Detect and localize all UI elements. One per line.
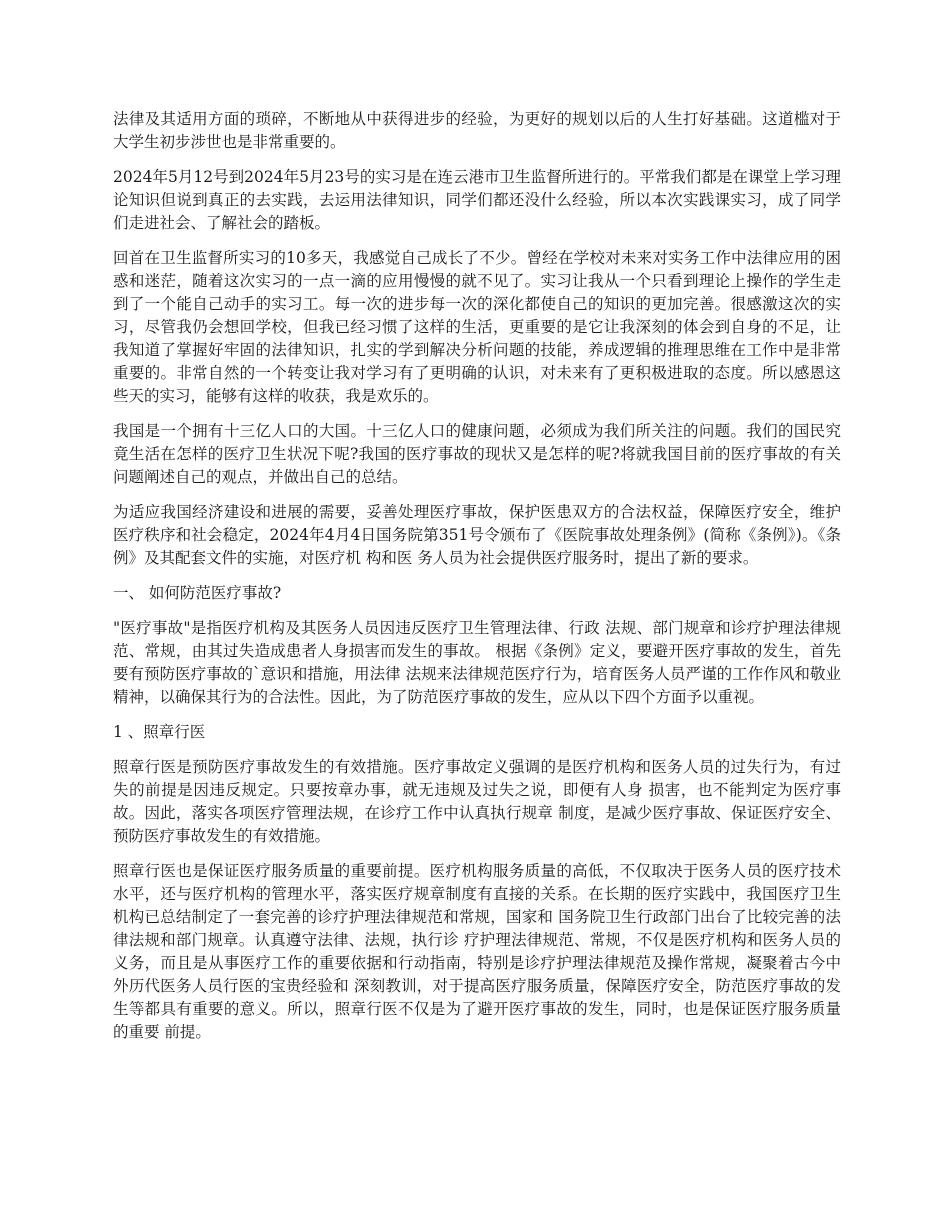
paragraph-reflection: 回首在卫生监督所实习的10多天，我感觉自己成长了不少。曾经在学校对未来对实务工作中法律应用的困惑和迷茫，随着这次实习的一点一滴的应用慢慢的就不见了。实习让我从一个只看到理论上操作的学生走到了一个能自己动手的实习工。每一次的进步每一次的深化都使自己的知识的更加完善。很感激这次的实习，尽管我仍会想回学校，但我已经习惯了这样的生活，更重要的是它让我深刻的体会到自身的不足，让我知道了掌握好牢固的法律知识，扎实的学到解决分析问题的技能，养成逻辑的推理思维在工作中是非常重要的。非常自然的一个转变让我对学习有了更明确的认识，对未来有了更积极进取的态度。所以感恩这些天的实习，能够有这样的收获，我是欢乐的。 [113,249,841,405]
document-page [113,108,841,1056]
paragraph-regulation: 为适应我国经济建设和进展的需要，妥善处理医疗事故，保护医患双方的合法权益，保障医疗安全，维护医疗秩序和社会稳定，2024年4月4日国务院第351号令颁布了《医院事故处理条例》(简称《条例》)。《条例》及其配套文件的实施，对医疗机 构和医 务人员为社会提供医疗服务时，提出了新的要求。 [113,503,841,567]
paragraph-population: 我国是一个拥有十三亿人口的大国。十三亿人口的健康问题，必须成为我们所关注的问题。我们的国民究竟生活在怎样的医疗卫生状况下呢?我国的医疗事故的现状又是怎样的呢?将就我国目前的医疗事故的有关问题阐述自己的观点，并做出自己的总结。 [113,422,841,486]
paragraph-rules-quality: 照章行医也是保证医疗服务质量的重要前提。医疗机构服务质量的高低，不仅取决于医务人员的医疗技术水平，还与医疗机构的管理水平，落实医疗规章制度有直接的关系。在长期的医疗实践中，我国医疗卫生机构已总结制定了一套完善的诊疗护理法律规范和常规，国家和 国务院卫生行政部门出台了比较完善的法律法规和部门规章。认真遵守法律、法规，执行诊 疗护理法律规范、常规，不仅是医疗机构和医务人员的义务，而且是从事医疗工作的重要依据和行动指南，特别是诊疗护理法律规范及操作常规，凝聚着古今中外历代医务人员行医的宝贵经验和 深刻教训，对于提高医疗服务质量，保障医疗安全，防范医疗事故的发生等都具有重要的意义。所以，照章行医不仅是为了避开医疗事故的发生，同时，也是保证医疗服务质量的重要 前提。 [113,862,841,1041]
paragraph-intro-continued: 法律及其适用方面的琐碎，不断地从中获得进步的经验，为更好的规划以后的人生打好基础。这道槛对于大学生初步涉世也是非常重要的。 [113,110,841,151]
paragraph-internship-dates: 2024年5月12号到2024年5月23号的实习是在连云港市卫生监督所进行的。平常我们都是在课堂上学习理论知识但说到真正的去实践，去运用法律知识，同学们都还没什么经验，所以本次实践课实习，成了同学们走进社会、了解社会的踏板。 [113,168,841,232]
paragraph-definition: "医疗事故"是指医疗机构及其医务人员因违反医疗卫生管理法律、行政 法规、部门规章和诊疗护理法律规范、常规，由其过失造成患者人身损害而发生的事故。 根据《条例》定义，要避开医疗事故的发生，首先要有预防医疗事故的`意识和措施，用法律 法规来法律规范医疗行为，培育医务人员严谨的工作作风和敬业精神，以确保其行为的合法性。因此，为了防范医疗事故的发生，应从以下四个方面予以重视。 [113,619,841,706]
paragraph-rules-measures: 照章行医是预防医疗事故发生的有效措施。医疗事故定义强调的是医疗机构和医务人员的过失行为，有过失的前提是因违反规定。只要按章办事，就无违规及过失之说，即便有人身 损害，也不能判定为医疗事故。因此，落实各项医疗管理法规，在诊疗工作中认真执行规章 制度，是减少医疗事故、保证医疗安全、预防医疗事故发生的有效措施。 [113,758,841,845]
subsection-heading-rules: 1 、照章行医 [113,723,206,741]
section-heading-prevention: 一、 如何防范医疗事故? [113,584,282,602]
